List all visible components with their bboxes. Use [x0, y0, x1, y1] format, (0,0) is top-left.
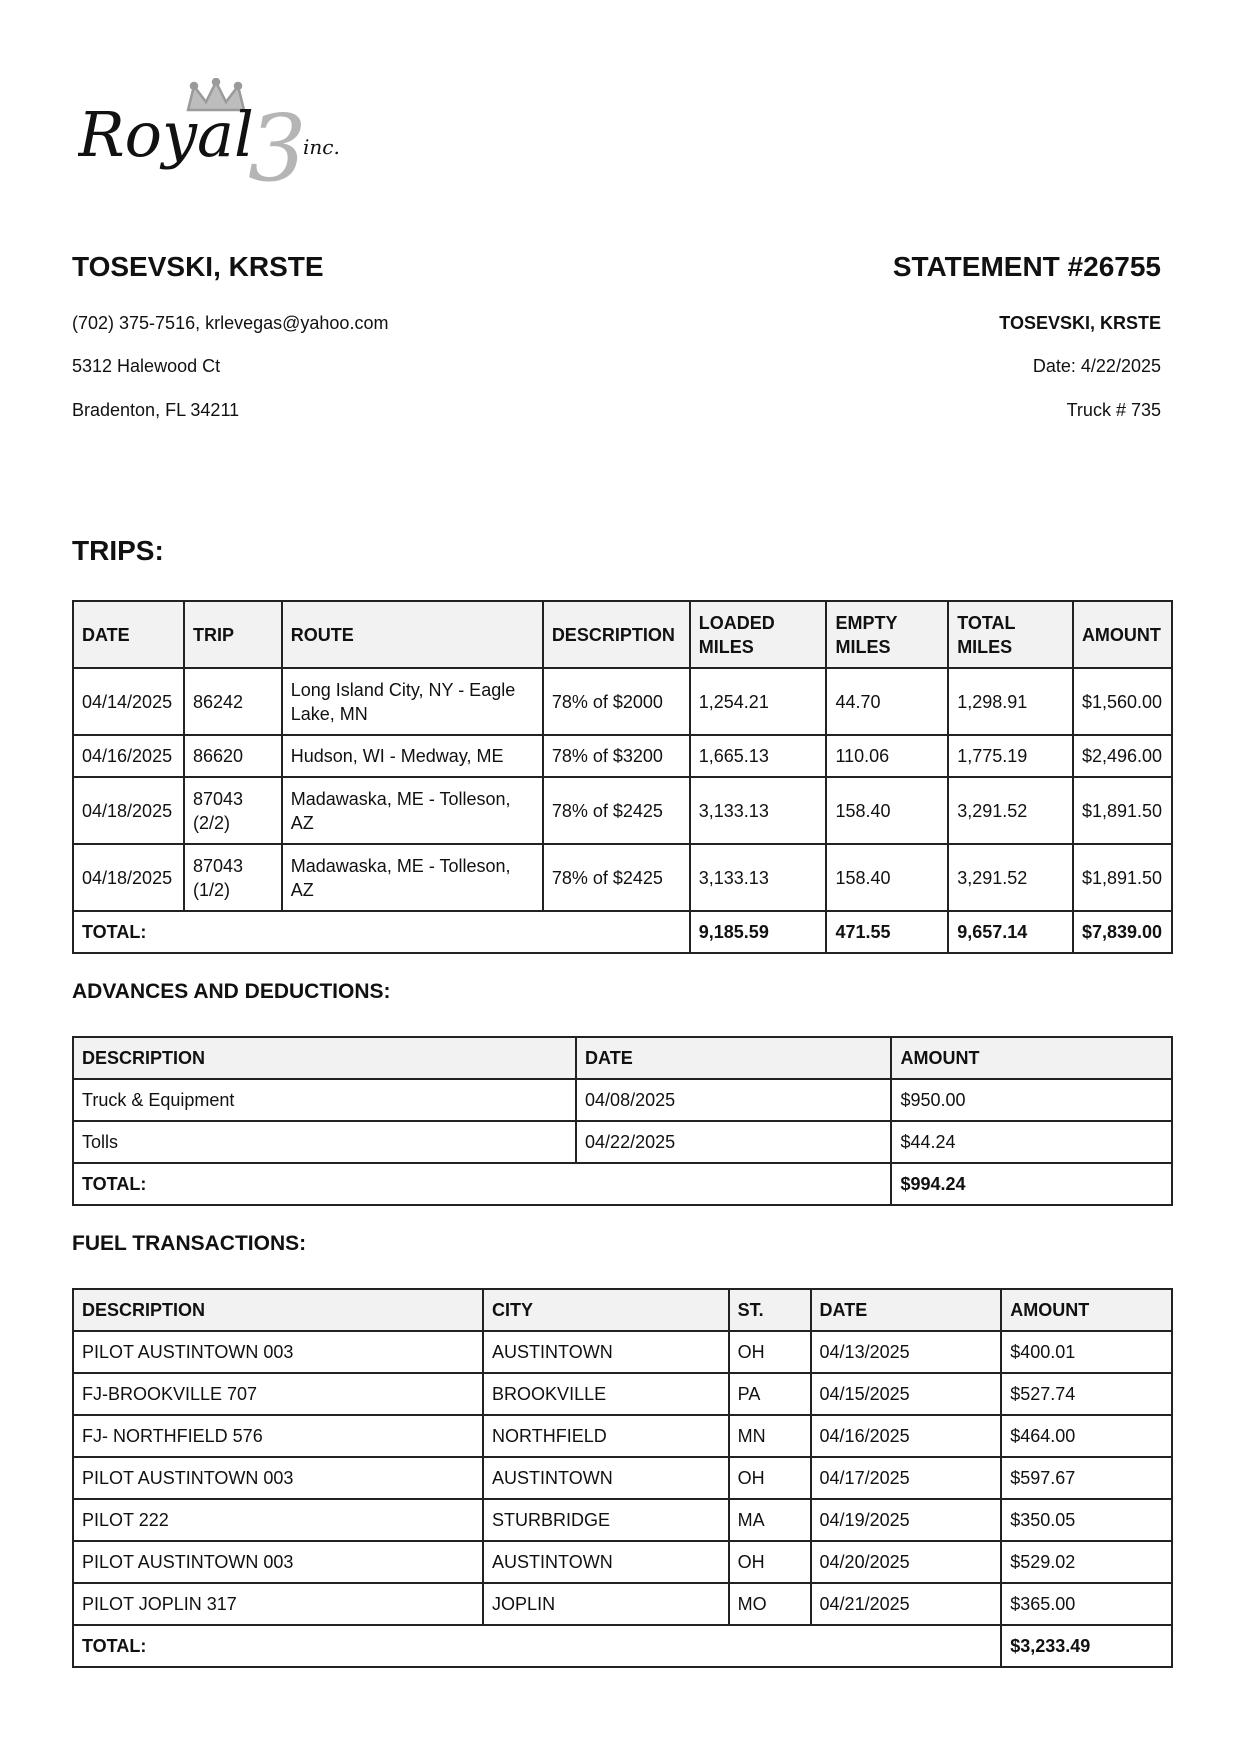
cell: PILOT AUSTINTOWN 003	[73, 1541, 483, 1583]
cell: 158.40	[826, 844, 948, 911]
crown-icon	[78, 78, 388, 188]
total-label: TOTAL:	[73, 1163, 891, 1205]
column-header: CITY	[483, 1289, 729, 1331]
cell: 3,291.52	[948, 844, 1073, 911]
fuel-title: FUEL TRANSACTIONS:	[72, 1232, 307, 1255]
cell: 3,291.52	[948, 777, 1073, 844]
driver-address-1: 5312 Halewood Ct	[72, 356, 221, 376]
trips-table	[72, 600, 1173, 954]
cell: 110.06	[826, 735, 948, 777]
table-row	[73, 1121, 1172, 1163]
cell: $400.01	[1001, 1331, 1172, 1373]
cell: 158.40	[826, 777, 948, 844]
cell: $365.00	[1001, 1583, 1172, 1625]
logo-suffix: inc.	[303, 135, 340, 159]
table-row	[73, 1079, 1172, 1121]
cell: MN	[729, 1415, 811, 1457]
advances-table	[72, 1036, 1173, 1206]
column-header: AMOUNT	[891, 1037, 1172, 1079]
table-row	[73, 1541, 1172, 1583]
table-row	[73, 1331, 1172, 1373]
table-header-row	[73, 601, 1172, 668]
cell: 04/18/2025	[73, 777, 184, 844]
table-row	[73, 1583, 1172, 1625]
statement-date: Date: 4/22/2025	[1032, 356, 1161, 376]
column-header: ST.	[729, 1289, 811, 1331]
column-header: DESCRIPTION	[543, 601, 690, 668]
company-logo	[78, 78, 388, 188]
column-header: ROUTE	[282, 601, 543, 668]
cell: Madawaska, ME - Tolleson, AZ	[282, 844, 543, 911]
column-header: DATE	[73, 601, 184, 668]
cell: 78% of $2425	[543, 777, 690, 844]
cell: $529.02	[1001, 1541, 1172, 1583]
cell: JOPLIN	[483, 1583, 729, 1625]
cell: PILOT 222	[73, 1499, 483, 1541]
column-header: TRIP	[184, 601, 282, 668]
cell: PILOT AUSTINTOWN 003	[73, 1457, 483, 1499]
driver-name: TOSEVSKI, KRSTE	[72, 251, 324, 282]
statement-title: STATEMENT #26755	[892, 251, 1161, 282]
cell: 04/16/2025	[73, 735, 184, 777]
total-miles: 9,657.14	[948, 911, 1073, 953]
cell: 04/13/2025	[811, 1331, 1002, 1373]
table-row	[73, 844, 1172, 911]
cell: OH	[729, 1331, 811, 1373]
cell: PILOT JOPLIN 317	[73, 1583, 483, 1625]
cell: MA	[729, 1499, 811, 1541]
cell: NORTHFIELD	[483, 1415, 729, 1457]
cell: 3,133.13	[690, 777, 827, 844]
cell: $1,891.50	[1073, 777, 1172, 844]
column-header: LOADED MILES	[690, 601, 827, 668]
cell: $1,891.50	[1073, 844, 1172, 911]
cell: 1,298.91	[948, 668, 1073, 735]
cell: BROOKVILLE	[483, 1373, 729, 1415]
cell: Hudson, WI - Medway, ME	[282, 735, 543, 777]
cell: 86242	[184, 668, 282, 735]
cell: $44.24	[891, 1121, 1172, 1163]
cell: $350.05	[1001, 1499, 1172, 1541]
cell: FJ-BROOKVILLE 707	[73, 1373, 483, 1415]
cell: 3,133.13	[690, 844, 827, 911]
cell: Tolls	[73, 1121, 576, 1163]
cell: 78% of $3200	[543, 735, 690, 777]
column-header: DATE	[576, 1037, 891, 1079]
total-row	[73, 1625, 1172, 1667]
statement-name: TOSEVSKI, KRSTE	[999, 313, 1161, 333]
cell: 04/20/2025	[811, 1541, 1002, 1583]
driver-address-2: Bradenton, FL 34211	[72, 400, 240, 420]
cell: Truck & Equipment	[73, 1079, 576, 1121]
total-row	[73, 1163, 1172, 1205]
total-amount: $7,839.00	[1073, 911, 1172, 953]
table-row	[73, 1373, 1172, 1415]
cell: 04/16/2025	[811, 1415, 1002, 1457]
column-header: AMOUNT	[1073, 601, 1172, 668]
table-row	[73, 1499, 1172, 1541]
cell: $2,496.00	[1073, 735, 1172, 777]
column-header: TOTAL MILES	[948, 601, 1073, 668]
cell: FJ- NORTHFIELD 576	[73, 1415, 483, 1457]
cell: 04/18/2025	[73, 844, 184, 911]
advances-title: ADVANCES AND DEDUCTIONS:	[72, 980, 391, 1003]
logo-text: Royal	[78, 98, 254, 171]
cell: 1,775.19	[948, 735, 1073, 777]
column-header: EMPTY MILES	[826, 601, 948, 668]
cell: 87043 (2/2)	[184, 777, 282, 844]
total-empty-miles: 471.55	[826, 911, 948, 953]
cell: 04/14/2025	[73, 668, 184, 735]
cell: 78% of $2000	[543, 668, 690, 735]
cell: Madawaska, ME - Tolleson, AZ	[282, 777, 543, 844]
cell: AUSTINTOWN	[483, 1541, 729, 1583]
table-row	[73, 735, 1172, 777]
cell: AUSTINTOWN	[483, 1457, 729, 1499]
column-header: AMOUNT	[1001, 1289, 1172, 1331]
cell: $950.00	[891, 1079, 1172, 1121]
table-row	[73, 668, 1172, 735]
cell: PA	[729, 1373, 811, 1415]
cell: 78% of $2425	[543, 844, 690, 911]
fuel-table	[72, 1288, 1173, 1668]
logo-numeral: 3	[248, 95, 307, 188]
cell: $464.00	[1001, 1415, 1172, 1457]
cell: 44.70	[826, 668, 948, 735]
cell: 87043 (1/2)	[184, 844, 282, 911]
cell: STURBRIDGE	[483, 1499, 729, 1541]
column-header: DESCRIPTION	[73, 1289, 483, 1331]
column-header: DATE	[811, 1289, 1002, 1331]
cell: MO	[729, 1583, 811, 1625]
total-amount: $994.24	[891, 1163, 1172, 1205]
total-amount: $3,233.49	[1001, 1625, 1172, 1667]
cell: 04/22/2025	[576, 1121, 891, 1163]
cell: 1,254.21	[690, 668, 827, 735]
total-label: TOTAL:	[73, 911, 690, 953]
table-header-row	[73, 1289, 1172, 1331]
table-row	[73, 1415, 1172, 1457]
total-loaded-miles: 9,185.59	[690, 911, 827, 953]
cell: $597.67	[1001, 1457, 1172, 1499]
cell: OH	[729, 1457, 811, 1499]
cell: OH	[729, 1541, 811, 1583]
cell: AUSTINTOWN	[483, 1331, 729, 1373]
cell: 04/15/2025	[811, 1373, 1002, 1415]
table-header-row	[73, 1037, 1172, 1079]
table-row	[73, 777, 1172, 844]
cell: 04/17/2025	[811, 1457, 1002, 1499]
total-row	[73, 911, 1172, 953]
cell: 04/21/2025	[811, 1583, 1002, 1625]
cell: $527.74	[1001, 1373, 1172, 1415]
trips-title: TRIPS:	[72, 535, 164, 566]
column-header: DESCRIPTION	[73, 1037, 576, 1079]
statement-truck: Truck # 735	[1066, 400, 1161, 420]
cell: PILOT AUSTINTOWN 003	[73, 1331, 483, 1373]
cell: 04/08/2025	[576, 1079, 891, 1121]
driver-contact: (702) 375-7516, krlevegas@yahoo.com	[72, 313, 389, 333]
cell: $1,560.00	[1073, 668, 1172, 735]
cell: Long Island City, NY - Eagle Lake, MN	[282, 668, 543, 735]
cell: 04/19/2025	[811, 1499, 1002, 1541]
table-row	[73, 1457, 1172, 1499]
total-label: TOTAL:	[73, 1625, 1001, 1667]
cell: 86620	[184, 735, 282, 777]
cell: 1,665.13	[690, 735, 827, 777]
